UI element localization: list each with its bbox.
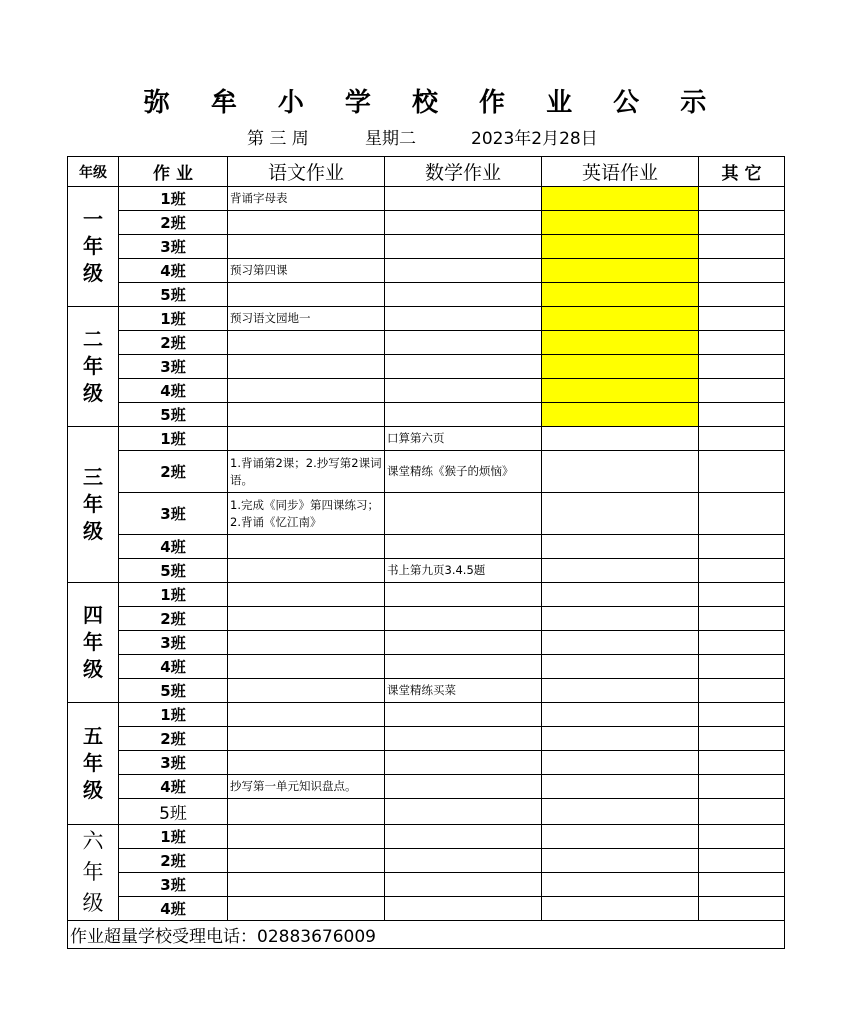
english-homework-cell <box>542 187 699 211</box>
table-row <box>68 355 785 379</box>
math-homework-cell <box>385 583 542 607</box>
other-homework-cell <box>699 703 785 727</box>
english-homework-cell <box>542 427 699 451</box>
class-cell: 1班 <box>119 427 228 451</box>
math-homework-cell <box>385 259 542 283</box>
table-row <box>68 849 785 873</box>
table-row <box>68 211 785 235</box>
class-cell: 1班 <box>119 825 228 849</box>
english-homework-cell <box>542 873 699 897</box>
table-row <box>68 751 785 775</box>
chinese-homework-cell: 预习语文园地一 <box>228 307 385 331</box>
other-homework-cell <box>699 897 785 921</box>
math-homework-cell: 口算第六页 <box>385 427 542 451</box>
date-line <box>0 124 850 150</box>
table-row <box>68 655 785 679</box>
class-cell: 2班 <box>119 211 228 235</box>
english-homework-cell <box>542 493 699 535</box>
chinese-homework-cell: 背诵字母表 <box>228 187 385 211</box>
header-row <box>68 157 785 187</box>
math-homework-cell <box>385 403 542 427</box>
table-row <box>68 187 785 211</box>
other-homework-cell <box>699 583 785 607</box>
other-homework-cell <box>699 849 785 873</box>
week-label: 第 三 周 <box>247 129 309 149</box>
class-cell: 2班 <box>119 331 228 355</box>
class-cell: 4班 <box>119 655 228 679</box>
class-cell: 3班 <box>119 355 228 379</box>
english-homework-cell <box>542 703 699 727</box>
math-homework-cell <box>385 535 542 559</box>
chinese-homework-cell <box>228 873 385 897</box>
chinese-homework-cell <box>228 631 385 655</box>
table-row <box>68 607 785 631</box>
class-cell: 3班 <box>119 751 228 775</box>
english-homework-cell <box>542 331 699 355</box>
math-homework-cell <box>385 799 542 825</box>
header-grade: 年级 <box>68 157 119 187</box>
header-homework: 作 业 <box>119 157 228 187</box>
other-homework-cell <box>699 607 785 631</box>
chinese-homework-cell <box>228 655 385 679</box>
other-homework-cell <box>699 427 785 451</box>
other-homework-cell <box>699 825 785 849</box>
other-homework-cell <box>699 559 785 583</box>
english-homework-cell <box>542 631 699 655</box>
chinese-homework-cell <box>228 703 385 727</box>
chinese-homework-cell <box>228 583 385 607</box>
page-title: 弥 牟 小 学 校 作 业 公 示 <box>143 88 723 118</box>
other-homework-cell <box>699 355 785 379</box>
table-row <box>68 897 785 921</box>
table-row <box>68 679 785 703</box>
other-homework-cell <box>699 775 785 799</box>
english-homework-cell <box>542 849 699 873</box>
class-cell: 1班 <box>119 307 228 331</box>
english-homework-cell <box>542 825 699 849</box>
english-homework-cell <box>542 535 699 559</box>
chinese-homework-cell: 1.完成《同步》第四课练习；2.背诵《忆江南》 <box>228 493 385 535</box>
english-homework-cell <box>542 559 699 583</box>
math-homework-cell <box>385 355 542 379</box>
chinese-homework-cell <box>228 535 385 559</box>
english-homework-cell <box>542 379 699 403</box>
chinese-homework-cell <box>228 727 385 751</box>
english-homework-cell <box>542 897 699 921</box>
other-homework-cell <box>699 259 785 283</box>
english-homework-cell <box>542 679 699 703</box>
other-homework-cell <box>699 187 785 211</box>
math-homework-cell <box>385 873 542 897</box>
class-cell: 5班 <box>119 403 228 427</box>
table-row <box>68 403 785 427</box>
class-cell: 3班 <box>119 873 228 897</box>
class-cell: 4班 <box>119 897 228 921</box>
other-homework-cell <box>699 631 785 655</box>
table-row <box>68 379 785 403</box>
grade-cell: 五 年 级 <box>68 703 119 825</box>
class-cell: 5班 <box>119 559 228 583</box>
english-homework-cell <box>542 211 699 235</box>
class-cell: 2班 <box>119 849 228 873</box>
english-homework-cell <box>542 259 699 283</box>
table-row <box>68 631 785 655</box>
math-homework-cell <box>385 849 542 873</box>
english-homework-cell <box>542 799 699 825</box>
math-homework-cell <box>385 211 542 235</box>
chinese-homework-cell <box>228 235 385 259</box>
chinese-homework-cell <box>228 427 385 451</box>
other-homework-cell <box>699 379 785 403</box>
chinese-homework-cell <box>228 751 385 775</box>
chinese-homework-cell <box>228 283 385 307</box>
class-cell: 4班 <box>119 535 228 559</box>
homework-table <box>67 156 785 949</box>
table-row <box>68 427 785 451</box>
english-homework-cell <box>542 403 699 427</box>
table-row <box>68 307 785 331</box>
other-homework-cell <box>699 751 785 775</box>
math-homework-cell <box>385 187 542 211</box>
class-cell: 3班 <box>119 631 228 655</box>
class-cell: 5班 <box>119 799 228 825</box>
math-homework-cell: 课堂精练买菜 <box>385 679 542 703</box>
chinese-homework-cell: 抄写第一单元知识盘点。 <box>228 775 385 799</box>
math-homework-cell <box>385 283 542 307</box>
english-homework-cell <box>542 751 699 775</box>
class-cell: 4班 <box>119 379 228 403</box>
chinese-homework-cell <box>228 849 385 873</box>
math-homework-cell <box>385 655 542 679</box>
math-homework-cell <box>385 607 542 631</box>
other-homework-cell <box>699 403 785 427</box>
grade-cell: 六 年 级 <box>68 825 119 921</box>
footer-row <box>68 921 785 949</box>
math-homework-cell: 书上第九页3.4.5题 <box>385 559 542 583</box>
chinese-homework-cell <box>228 897 385 921</box>
chinese-homework-cell <box>228 379 385 403</box>
table-row <box>68 559 785 583</box>
math-homework-cell <box>385 379 542 403</box>
english-homework-cell <box>542 607 699 631</box>
table-row <box>68 331 785 355</box>
math-homework-cell <box>385 493 542 535</box>
english-homework-cell <box>542 583 699 607</box>
date-label: 2023年2月28日 <box>471 129 598 149</box>
chinese-homework-cell <box>228 679 385 703</box>
table-row <box>68 259 785 283</box>
class-cell: 4班 <box>119 259 228 283</box>
chinese-homework-cell <box>228 403 385 427</box>
math-homework-cell <box>385 825 542 849</box>
complaint-hotline: 作业超量学校受理电话：02883676009 <box>68 921 785 949</box>
table-row <box>68 451 785 493</box>
other-homework-cell <box>699 283 785 307</box>
english-homework-cell <box>542 655 699 679</box>
class-cell: 3班 <box>119 493 228 535</box>
other-homework-cell <box>699 307 785 331</box>
table-row <box>68 775 785 799</box>
chinese-homework-cell <box>228 331 385 355</box>
table-row <box>68 799 785 825</box>
math-homework-cell <box>385 235 542 259</box>
table-row <box>68 283 785 307</box>
class-cell: 4班 <box>119 775 228 799</box>
math-homework-cell <box>385 775 542 799</box>
grade-cell: 三 年 级 <box>68 427 119 583</box>
header-other: 其 它 <box>699 157 785 187</box>
other-homework-cell <box>699 727 785 751</box>
header-math: 数学作业 <box>385 157 542 187</box>
other-homework-cell <box>699 679 785 703</box>
english-homework-cell <box>542 283 699 307</box>
chinese-homework-cell <box>228 559 385 583</box>
math-homework-cell <box>385 897 542 921</box>
english-homework-cell <box>542 307 699 331</box>
table-row <box>68 825 785 849</box>
class-cell: 2班 <box>119 607 228 631</box>
chinese-homework-cell <box>228 211 385 235</box>
grade-cell: 四 年 级 <box>68 583 119 703</box>
math-homework-cell <box>385 331 542 355</box>
other-homework-cell <box>699 535 785 559</box>
english-homework-cell <box>542 775 699 799</box>
class-cell: 2班 <box>119 727 228 751</box>
other-homework-cell <box>699 873 785 897</box>
grade-cell: 一 年 级 <box>68 187 119 307</box>
table-row <box>68 493 785 535</box>
other-homework-cell <box>699 655 785 679</box>
header-english: 英语作业 <box>542 157 699 187</box>
class-cell: 5班 <box>119 679 228 703</box>
class-cell: 2班 <box>119 451 228 493</box>
chinese-homework-cell: 1.背诵第2课；2.抄写第2课词语。 <box>228 451 385 493</box>
class-cell: 3班 <box>119 235 228 259</box>
math-homework-cell <box>385 727 542 751</box>
chinese-homework-cell <box>228 825 385 849</box>
chinese-homework-cell <box>228 607 385 631</box>
class-cell: 1班 <box>119 187 228 211</box>
chinese-homework-cell: 预习第四课 <box>228 259 385 283</box>
english-homework-cell <box>542 355 699 379</box>
other-homework-cell <box>699 493 785 535</box>
math-homework-cell <box>385 631 542 655</box>
class-cell: 1班 <box>119 703 228 727</box>
math-homework-cell <box>385 307 542 331</box>
chinese-homework-cell <box>228 355 385 379</box>
math-homework-cell <box>385 751 542 775</box>
other-homework-cell <box>699 211 785 235</box>
table-row <box>68 583 785 607</box>
table-row <box>68 535 785 559</box>
other-homework-cell <box>699 451 785 493</box>
chinese-homework-cell <box>228 799 385 825</box>
other-homework-cell <box>699 799 785 825</box>
header-chinese: 语文作业 <box>228 157 385 187</box>
table-row <box>68 235 785 259</box>
math-homework-cell <box>385 703 542 727</box>
table-row <box>68 703 785 727</box>
table-row <box>68 873 785 897</box>
table-row <box>68 727 785 751</box>
other-homework-cell <box>699 331 785 355</box>
english-homework-cell <box>542 235 699 259</box>
weekday-label: 星期二 <box>365 129 416 149</box>
english-homework-cell <box>542 727 699 751</box>
math-homework-cell: 课堂精练《猴子的烦恼》 <box>385 451 542 493</box>
english-homework-cell <box>542 451 699 493</box>
other-homework-cell <box>699 235 785 259</box>
grade-cell: 二 年 级 <box>68 307 119 427</box>
class-cell: 1班 <box>119 583 228 607</box>
class-cell: 5班 <box>119 283 228 307</box>
